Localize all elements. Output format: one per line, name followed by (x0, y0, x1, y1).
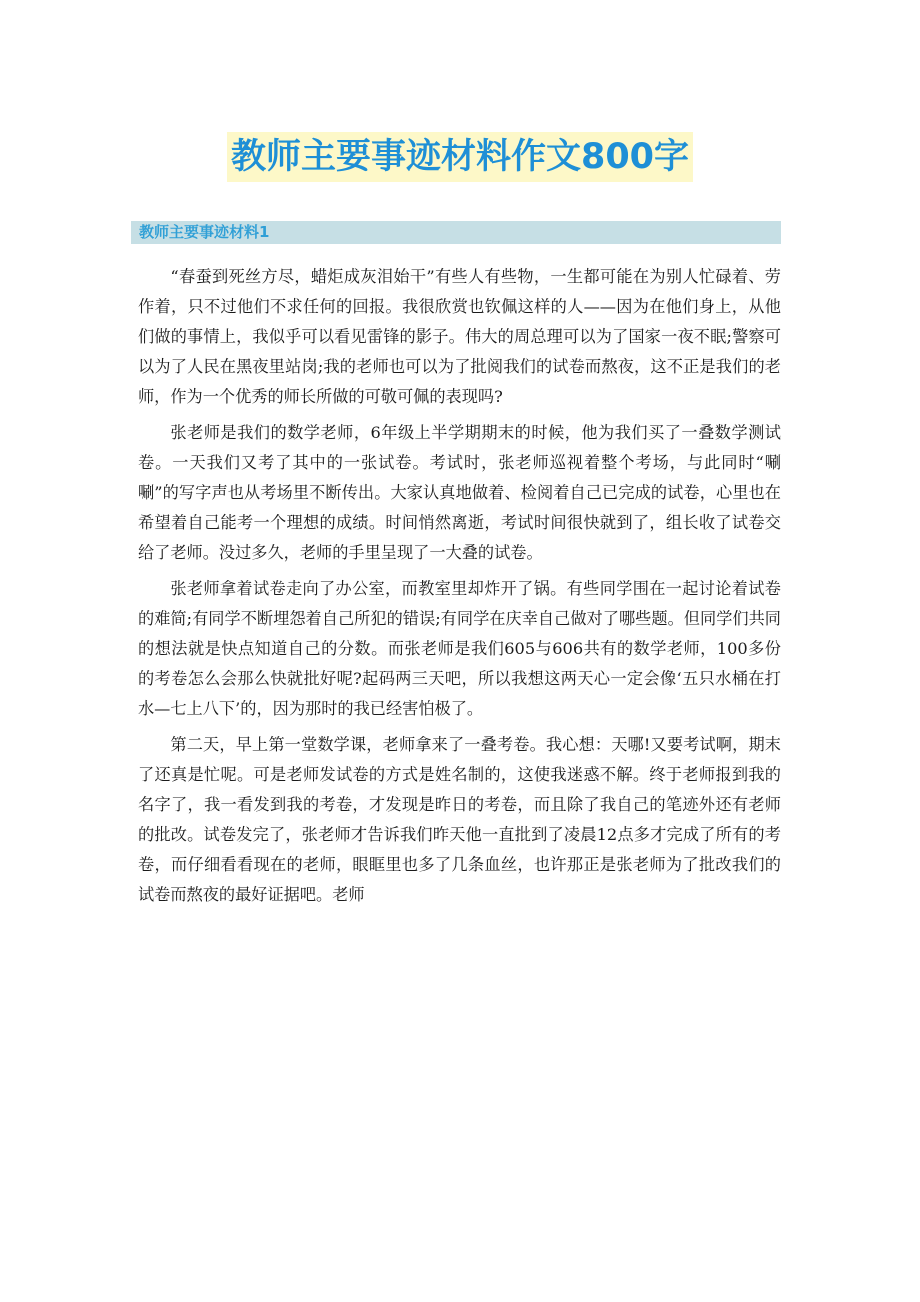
article-body (138, 262, 781, 916)
title-container (0, 132, 920, 182)
paragraph-3: 张老师拿着试卷走向了办公室，而教室里却炸开了锅。有些同学围在一起讨论着试卷的难简;有同学不断埋怨着自己所犯的错误;有同学在庆幸自己做对了哪些题。但同学们共同的想法就是快点知道自己的分数。而张老师是我们605与606共有的数学老师，100多份的考卷怎么会那么快就批好呢?起码两三天吧，所以我想这两天心一定会像‘五只水桶在打水—七上八下’的，因为那时的我已经害怕极了。 (138, 579, 781, 718)
paragraph-1: “春蚕到死丝方尽，蜡炬成灰泪始干”有些人有些物，一生都可能在为别人忙碌着、劳作着，只不过他们不求任何的回报。我很欣赏也钦佩这样的人——因为在他们身上，从他们做的事情上，我似乎可以看见雷锋的影子。伟大的周总理可以为了国家一夜不眠;警察可以为了人民在黑夜里站岗;我的老师也可以为了批阅我们的试卷而熬夜，这不正是我们的老师，作为一个优秀的师长所做的可敬可佩的表现吗? (138, 267, 781, 406)
paragraph-4: 第二天，早上第一堂数学课，老师拿来了一叠考卷。我心想：天哪!又要考试啊，期末了还真是忙呢。可是老师发试卷的方式是姓名制的，这使我迷惑不解。终于老师报到我的名字了，我一看发到我的考卷，才发现是昨日的考卷，而且除了我自己的笔迹外还有老师的批改。试卷发完了，张老师才告诉我们昨天他一直批到了凌晨12点多才完成了所有的考卷，而仔细看看现在的老师，眼眶里也多了几条血丝，也许那正是张老师为了批改我们的试卷而熬夜的最好证据吧。老师 (138, 735, 781, 904)
section-header-bar (131, 221, 781, 244)
page-title: 教师主要事迹材料作文800字 (227, 132, 693, 182)
section-title: 教师主要事迹材料1 (139, 223, 270, 241)
paragraph-2: 张老师是我们的数学老师，6年级上半学期期末的时候，他为我们买了一叠数学测试卷。一天我们又考了其中的一张试卷。考试时，张老师巡视着整个考场，与此同时“唰唰”的写字声也从考场里不断传出。大家认真地做着、检阅着自己已完成的试卷，心里也在希望着自己能考一个理想的成绩。时间悄然离逝，考试时间很快就到了，组长收了试卷交给了老师。没过多久，老师的手里呈现了一大叠的试卷。 (138, 423, 781, 562)
